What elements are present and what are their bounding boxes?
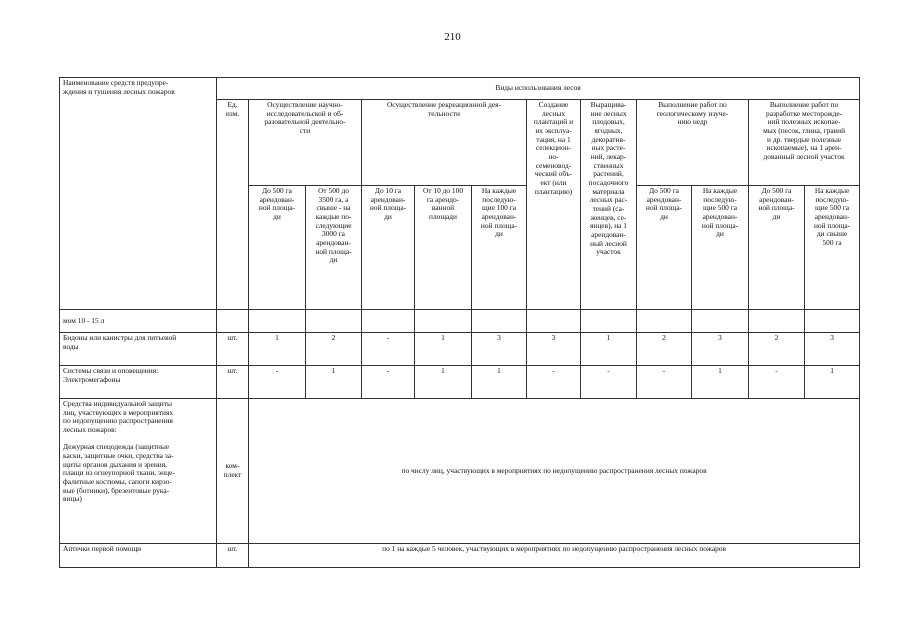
table-cell: 1 xyxy=(805,366,860,399)
table-cell: 3 xyxy=(472,333,527,366)
row-unit: ком- плект xyxy=(217,399,249,544)
table-cell: 1 xyxy=(249,333,306,366)
table-cell: 1 xyxy=(692,366,749,399)
table-cell: - xyxy=(581,366,637,399)
header-name-column: Наименование средств предупре- ждения и тушения лесных пожаров xyxy=(60,78,217,310)
table-cell: - xyxy=(362,333,415,366)
merged-cell: по числу лиц, участвующих в мероприятиях по недопущению распространения лесных пожаров xyxy=(249,399,860,544)
header-group-recreation: Осуществление рекреационной дея- тельности xyxy=(362,100,527,186)
row-unit: шт. xyxy=(217,333,249,366)
row-name: Аптечки первой помощи xyxy=(60,544,217,568)
subheader-research-b: От 500 до 3500 га, а свыше - на каждые по- следующие 3000 га арендован- ной площа- ди xyxy=(306,186,362,310)
header-group-research: Осуществление научно- исследовательской и об- разовательной деятельно- сти xyxy=(249,100,362,186)
table-cell: 1 xyxy=(472,366,527,399)
table-cell: 1 xyxy=(306,366,362,399)
table-cell: 1 xyxy=(581,333,637,366)
table-row xyxy=(60,399,860,544)
subheader-recreation-b: От 10 до 100 га арендо- ванной площади xyxy=(415,186,472,310)
subheader-mining-b: На каждые последую- щие 500 га арендован- ной площа- ди свыше 500 га xyxy=(805,186,860,310)
table-cell: - xyxy=(249,366,306,399)
table-row xyxy=(60,310,860,333)
table-cell: 2 xyxy=(306,333,362,366)
table-cell: - xyxy=(749,366,805,399)
row-name: Средства индивидуальной защиты лиц, участвующих в мероприятиях по недопущению распространения лесных пожаров: Дежурная спецодежда (защитные каски, защитные очки, средства за- щиты органов дыхания и зрения, плащи из огнеупорной ткани, энце- фалитные костюмы, сапоги кирзо- вые (ботинки), брезентовые рука- вицы) xyxy=(60,399,217,544)
table-cell: 3 xyxy=(527,333,581,366)
merged-cell: по 1 на каждые 5 человек, участвующих в мероприятиях по недопущению распространения лесных пожаров xyxy=(249,544,860,568)
forest-fire-equipment-table xyxy=(59,77,860,568)
table-row xyxy=(60,333,860,366)
table-cell: - xyxy=(637,366,692,399)
header-group-plantations: Создание лесных плантаций и их эксплуа- тация, на 1 селекцион- но- семеновод- ческий объ- ект (или плантацию) xyxy=(527,100,581,310)
table-row xyxy=(60,544,860,568)
subheader-geology-b: На каждые последую- щие 500 га арендован- ной площа- ди xyxy=(692,186,749,310)
subheader-recreation-c: На каждые последую- щие 100 га арендован- ной площа- ди xyxy=(472,186,527,310)
row-unit: шт. xyxy=(217,544,249,568)
row-name: Системы связи и оповещения: Электромегафоны xyxy=(60,366,217,399)
subheader-research-a: До 500 га арендован- ной площа- ди xyxy=(249,186,306,310)
row-name: мом 10 - 15 л xyxy=(60,310,217,333)
table-cell: 1 xyxy=(415,366,472,399)
header-group-geology: Выполнение работ по геологическому изуче- нию недр xyxy=(637,100,749,186)
header-forest-use-types: Виды использования лесов xyxy=(217,78,860,100)
table-cell: 2 xyxy=(637,333,692,366)
header-unit: Ед. изм. xyxy=(217,100,249,310)
table-cell: - xyxy=(527,366,581,399)
table-row xyxy=(60,366,860,399)
table-cell: 2 xyxy=(749,333,805,366)
subheader-recreation-a: До 10 га арендован- ной площа- ди xyxy=(362,186,415,310)
row-unit: шт. xyxy=(217,366,249,399)
table-cell: 3 xyxy=(692,333,749,366)
header-group-mining: Выполнение работ по разработке месторожде- ний полезных ископае- мых (песок, глина, гравий и др. твердые полезные ископаемые), на 1 арен- дованный лесной участок xyxy=(749,100,860,186)
subheader-geology-a: До 500 га арендован- ной площа- ди xyxy=(637,186,692,310)
page-number: 210 xyxy=(444,31,461,43)
subheader-mining-a: До 500 га арендован- ной площа- ди xyxy=(749,186,805,310)
table-cell: - xyxy=(362,366,415,399)
header-group-growing: Выращива- ние лесных плодовых, ягодных, декоратив- ных расте- ний, лекар- ственных растений, посадочного материала лесных рас- тений (са- женцев, се- янцев), на 1 арендован- ный лесной участок xyxy=(581,100,637,310)
row-name: Бидоны или канистры для питьевой воды xyxy=(60,333,217,366)
table-cell: 3 xyxy=(805,333,860,366)
table-cell: 1 xyxy=(415,333,472,366)
